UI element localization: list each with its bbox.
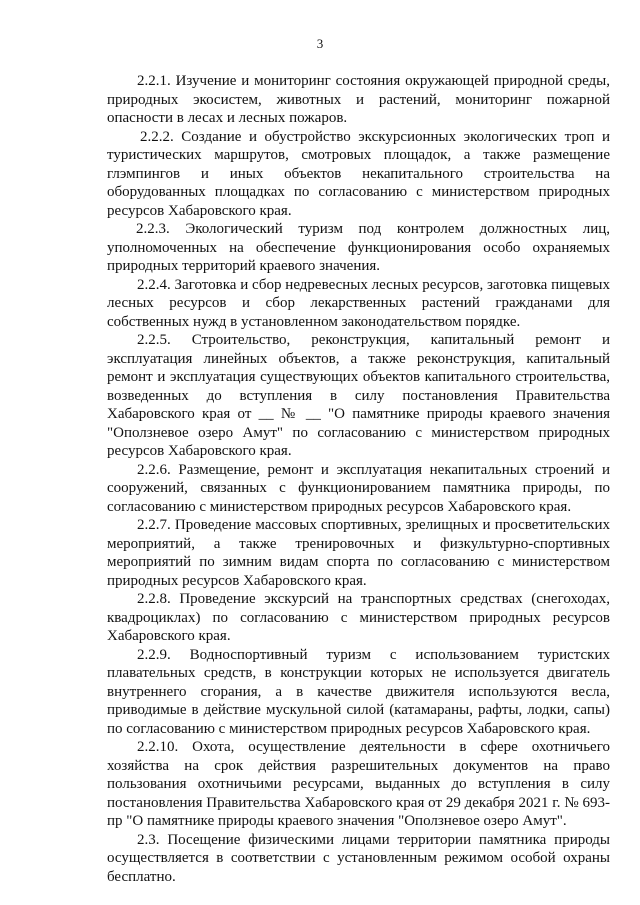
paragraph-2-2-4: 2.2.4. Заготовка и сбор недревесных лесных ресурсов, заготовка пищевых лесных ресурсов и сбор лекарственных растений гражданами для собственных нужд в установленном законодательством порядке. [107,276,610,330]
paragraph-2-2-5: 2.2.5. Строительство, реконструкция, капитальный ремонт и эксплуатация линейных объектов, а также реконструкция, капитальный ремонт и эксплуатация существующих объектов капитального строительства, возведенных до вступления в силу постановления Правительства Хабаровского края от __ № __ "О памятнике природы краевого значения "Оползневое озеро Амут" по согласованию с министерством природных ресурсов Хабаровского края. [107,332,610,459]
paragraph-2-2-10: 2.2.10. Охота, осуществление деятельности в сфере охотничьего хозяйства на срок действия разрешительных документов на право пользования охотничьими ресурсами, выданных до вступления в силу постановления Правительства Хабаровского края от 29 декабря 2021 г. № 693-пр "О памятнике природы краевого значения "Оползневое озеро Амут". [107,739,610,829]
paragraph-2-2-7: 2.2.7. Проведение массовых спортивных, зрелищных и просветительских мероприятий, а также тренировочных и физкультурно-спортивных мероприятий по зимним видам спорта по согласованию с министерством природных ресурсов Хабаровского края. [107,517,610,589]
paragraph-2-2-9: 2.2.9. Водноспортивный туризм с использованием туристских плавательных средств, в конструкции которых не используется двигатель внутреннего сгорания, а в качестве движителя используются весла, приводимые в действие мускульной силой (катамараны, рафты, лодки, сапы) по согласованию с министерством природных ресурсов Хабаровского края. [107,646,610,737]
paragraph-2-3: 2.3. Посещение физическими лицами территории памятника природы осуществляется в соответствии с установленным режимом особой охраны бесплатно. [107,831,610,885]
paragraph-2-2-8: 2.2.8. Проведение экскурсий на транспортных средствах (снегоходах, квадроциклах) по согласованию с министерством природных ресурсов Хабаровского края. [107,591,610,644]
paragraph-2-2-2: 2.2.2. Создание и обустройство экскурсионных экологических троп и туристических маршрутов, смотровых площадок, а также размещение глэмпингов и иных объектов некапитального строительства на оборудованных площадках по согласованию с министерством природных ресурсов Хабаровского края. [107,128,610,219]
document-body [107,72,610,886]
paragraph-2-2-1: 2.2.1. Изучение и мониторинг состояния окружающей природной среды, природных экосистем, животных и растений, мониторинг пожарной опасности в лесах и лесных пожаров. [107,73,610,126]
page-number: 3 [316,36,324,51]
paragraph-2-2-6: 2.2.6. Размещение, ремонт и эксплуатация некапитальных строений и сооружений, связанных с функционированием памятника природы, по согласованию с министерством природных ресурсов Хабаровского края. [107,461,610,515]
paragraph-2-2-3: 2.2.3. Экологический туризм под контролем должностных лиц, уполномоченных на обеспечение функционирования особо охраняемых природных территорий краевого значения. [107,221,610,274]
